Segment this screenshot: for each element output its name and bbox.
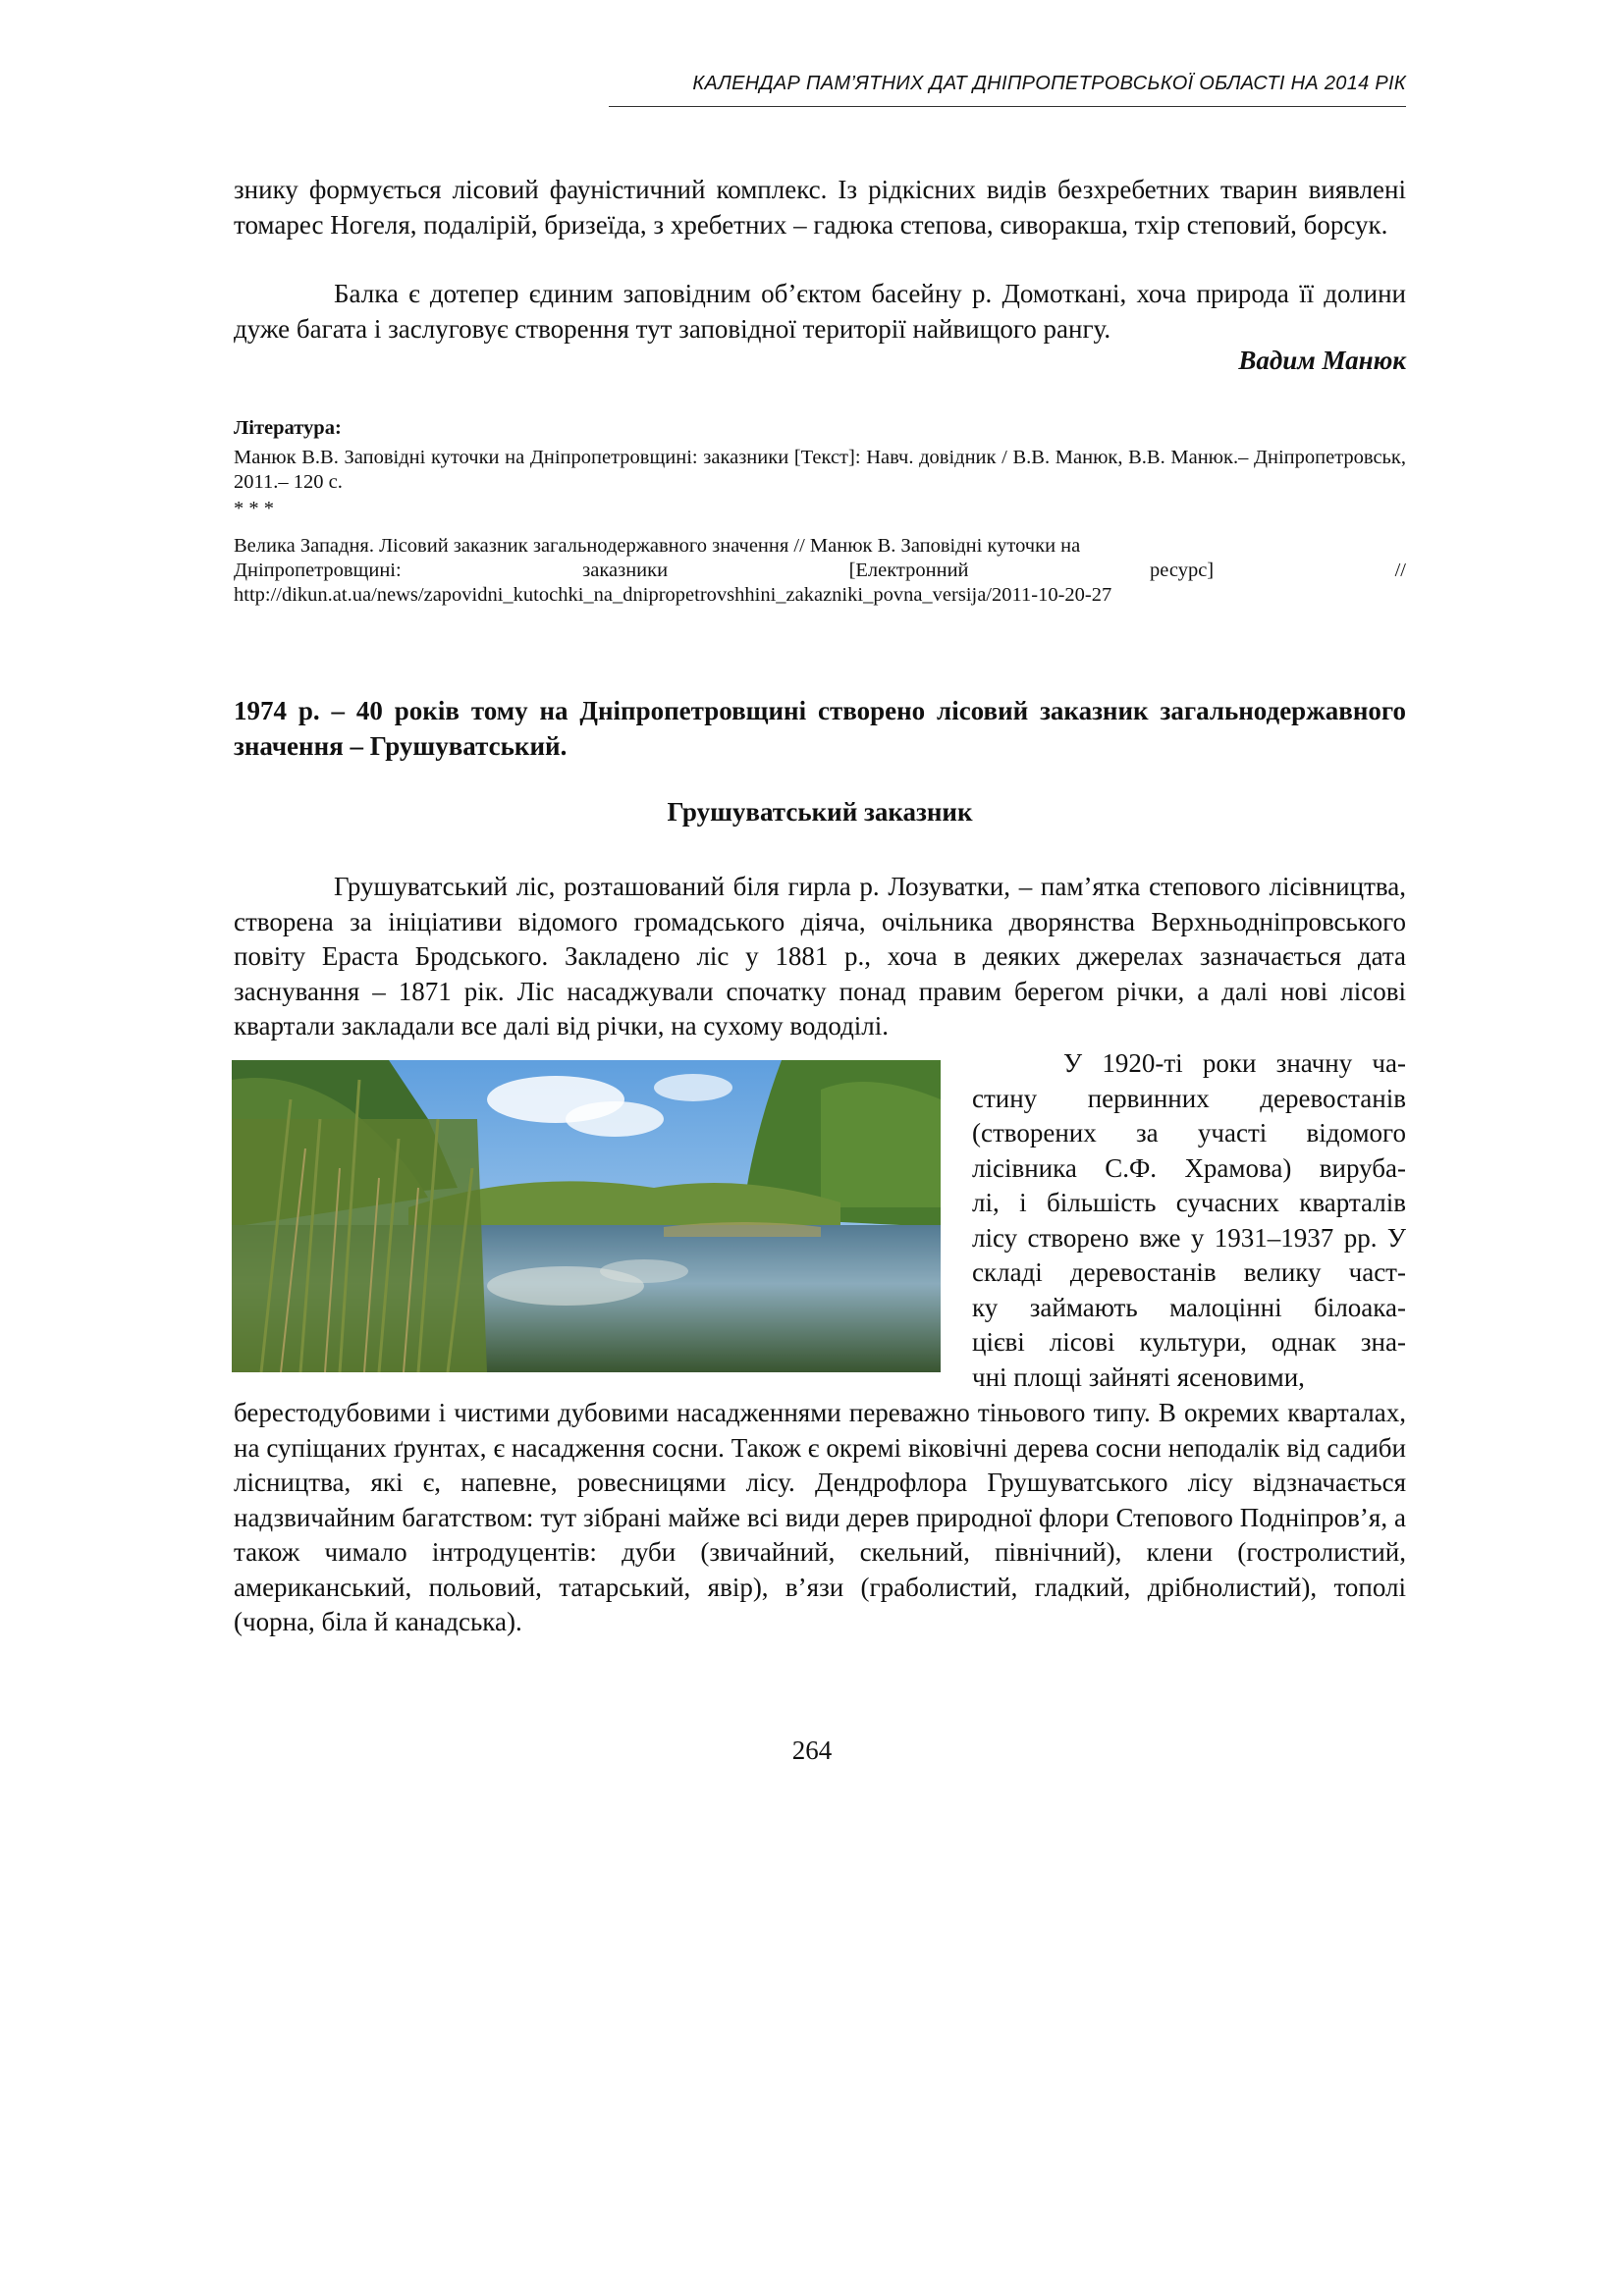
paragraph-balka: Балка є дотепер єдиним заповідним об’єктом басейну р. Домоткані, хоча природа її долини дуже багата і заслуговує створення тут заповідної території найвищого рангу.	[234, 279, 1406, 344]
word: част-	[1348, 1257, 1406, 1287]
word: білоака-	[1314, 1292, 1406, 1322]
anniversary-event: 1974 р. – 40 років тому на Дніпропетровщині створено лісовий заказник загальнодержавного значення – Грушуватський.	[234, 696, 1406, 761]
pond-reeds-photo	[232, 1060, 941, 1372]
word: 1920-ті	[1102, 1048, 1183, 1078]
reference-word: //	[1394, 560, 1406, 581]
word: більшість	[1047, 1188, 1157, 1217]
word: культури,	[1139, 1327, 1247, 1357]
reference-line: Велика Западня. Лісовий заказник загальнодержавного значення // Манюк В. Заповідні куточки на	[234, 535, 1081, 557]
word: малоцінні	[1169, 1292, 1282, 1322]
word: зна-	[1360, 1327, 1406, 1357]
word: велику	[1243, 1257, 1322, 1287]
word: деревостанів	[1069, 1257, 1217, 1287]
reference-word: Дніпропетровщині:	[234, 560, 402, 581]
word: роки	[1202, 1048, 1257, 1078]
word: У	[1386, 1222, 1406, 1253]
text-line	[972, 1186, 1406, 1221]
word: за	[1135, 1118, 1159, 1148]
reference-word: [Електронний	[848, 560, 969, 581]
continued-paragraph: знику формується лісовий фауністичний комплекс. Із рідкісних видів безхребетних тварин виявлені томарес Ногеля, подалірій, бризеїда, з хребетних – гадюка степова, сиворакша, тхір степовий, борсук.	[234, 175, 1406, 240]
word: ча-	[1372, 1048, 1406, 1078]
word: рр.	[1343, 1222, 1378, 1253]
text-line	[972, 1291, 1406, 1326]
word: ку	[972, 1292, 999, 1322]
word: однак	[1271, 1327, 1336, 1357]
word: участі	[1197, 1118, 1268, 1148]
word: у	[1190, 1222, 1205, 1253]
word: (створених	[972, 1118, 1097, 1148]
text-line	[972, 1255, 1406, 1291]
word: кварталів	[1299, 1188, 1406, 1217]
word: С.Ф.	[1105, 1152, 1158, 1183]
text-line	[972, 1046, 1406, 1082]
paragraph-beside-photo	[972, 1046, 1406, 1395]
word: вже	[1139, 1222, 1181, 1253]
word: відомого	[1306, 1118, 1406, 1148]
word: первинних	[1087, 1083, 1210, 1113]
word: У	[1063, 1048, 1083, 1078]
word: сучасних	[1175, 1188, 1279, 1217]
text-line	[972, 1151, 1406, 1187]
word: деревостанів	[1260, 1083, 1406, 1113]
text-line	[972, 1116, 1406, 1151]
literature-reference-2	[234, 534, 1406, 608]
text-line: чні площі зайняті ясеновими,	[972, 1362, 1305, 1392]
word: лісу	[972, 1222, 1018, 1253]
word: цієві	[972, 1327, 1025, 1357]
word: Храмова)	[1184, 1152, 1292, 1183]
author-signature: Вадим Манюк	[1238, 346, 1406, 375]
literature-heading: Література:	[234, 417, 342, 439]
literature-reference-1: Манюк В.В. Заповідні куточки на Дніпропетровщині: заказники [Текст]: Навч. довідник / В.В. Манюк, В.В. Манюк.– Дніпропетровськ, 2011.– 120 с.	[234, 447, 1406, 493]
text-line	[972, 1325, 1406, 1361]
word: складі	[972, 1257, 1043, 1287]
word: стину	[972, 1083, 1038, 1113]
word: лі,	[972, 1188, 1000, 1217]
reference-url: http://dikun.at.ua/news/zapovidni_kutochki_na_dnipropetrovshhini_zakazniki_povna_versija/2011-10-20-27	[234, 584, 1112, 606]
word: займають	[1029, 1292, 1138, 1322]
section-title: Грушуватський заказник	[667, 797, 973, 827]
word: вируба-	[1319, 1152, 1406, 1183]
text-line	[972, 1082, 1406, 1117]
reference-word: ресурс]	[1150, 560, 1215, 581]
paragraph-continued: берестодубовими і чистими дубовими насадженнями переважно тіньового типу. В окремих кварталах, на супіщаних ґрунтах, є насадження сосни. Також є окремі віковічні дерева сосни неподалік від садиби лісництва, які є, напевне, ровесницями лісу. Дендрофлора Грушуватського лісу відзначається надзвичайним багатством: тут зібрані майже всі види дерев природної флори Степового Подніпров’я, а також чимало інтродуцентів: дуби (звичайний, скельний, північний), клени (гостролистий, американський, польовий, татарський, явір), в’язи (граболистий, гладкий, дрібнолистий), тополі (чорна, біла й канадська).	[234, 1398, 1406, 1636]
literature-separator: * * *	[234, 498, 274, 519]
word: лісівника	[972, 1152, 1077, 1183]
paragraph-intro: Грушуватський ліс, розташований біля гирла р. Лозуватки, – пам’ятка степового лісівництва, створена за ініціативи відомого громадського діяча, очільника дворянства Верхньодніпровського повіту Ераста Бродського. Закладено ліс у 1881 р., хоча в деяких джерелах зазначається дата заснування – 1871 рік. Ліс насаджували спочатку понад правим берегом річки, а далі нові лісові квартали закладали все далі від річки, на сухому вододілі.	[234, 872, 1406, 1041]
page-number: 264	[791, 1735, 833, 1765]
reference-line-justified	[234, 559, 1406, 583]
word: 1931–1937	[1214, 1222, 1334, 1253]
reference-word: заказники	[582, 560, 669, 581]
word: створено	[1027, 1222, 1129, 1253]
word: лісові	[1049, 1327, 1115, 1357]
word: і	[1019, 1188, 1027, 1217]
word: значну	[1275, 1048, 1353, 1078]
header-rule	[609, 106, 1406, 107]
text-line	[972, 1221, 1406, 1256]
running-header: КАЛЕНДАР ПАМ’ЯТНИХ ДАТ ДНІПРОПЕТРОВСЬКОЇ ОБЛАСТІ НА 2014 РІК	[692, 73, 1406, 94]
